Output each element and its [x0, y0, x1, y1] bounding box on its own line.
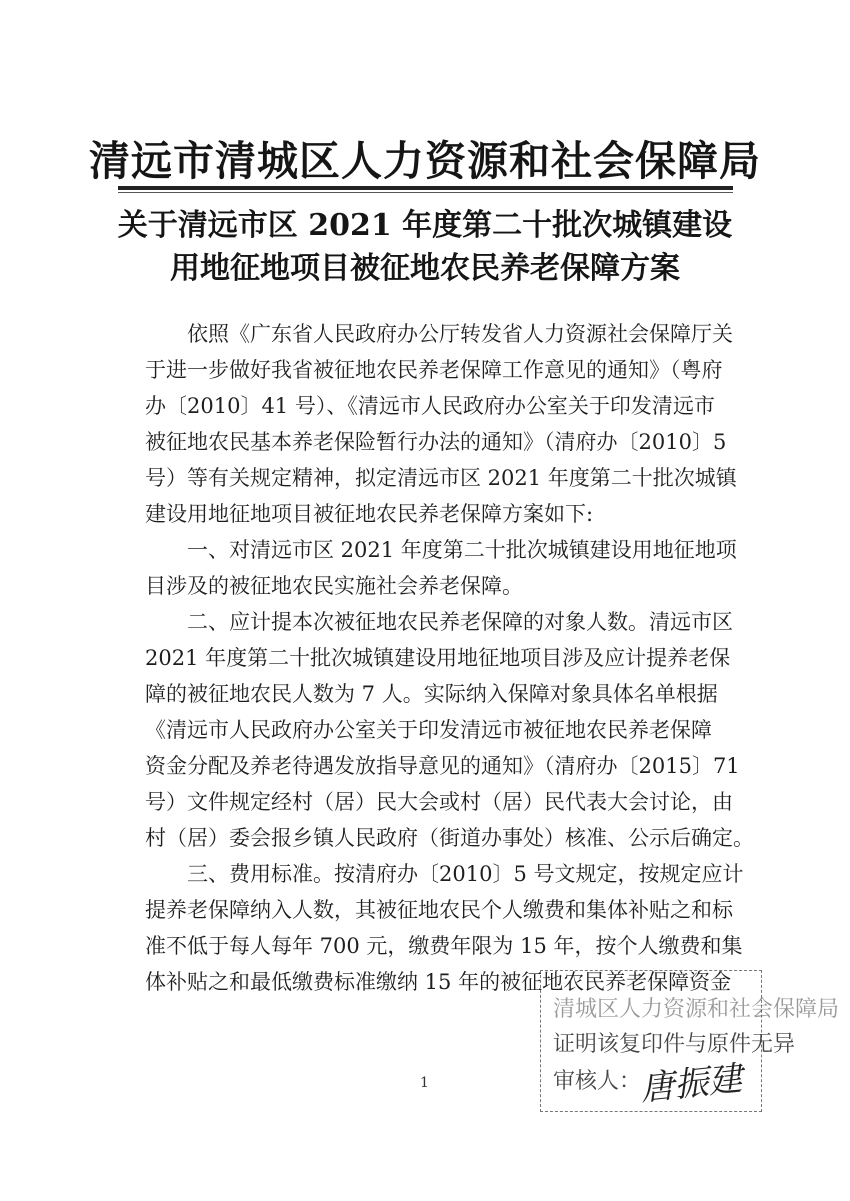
body-line: 建设用地征地项目被征地农民养老保障方案如下: — [145, 502, 594, 526]
body-line: 办〔2010〕41 号）、《清远市人民政府办公室关于印发清远市 — [145, 394, 715, 418]
body-line: 于进一步做好我省被征地农民养老保障工作意见的通知》（粤府 — [145, 358, 723, 382]
header-rule-thick — [118, 186, 733, 190]
agency-name: 清远市清城区人力资源和社会保障局 — [89, 137, 761, 185]
body-line: 被征地农民基本养老保险暂行办法的通知》（清府办〔2010〕5 — [145, 430, 727, 454]
body-line: 号）等有关规定精神，拟定清远市区 2021 年度第二十批次城镇 — [145, 466, 737, 490]
body-line: 资金分配及养老待遇发放指导意见的通知》（清府办〔2015〕71 — [145, 754, 740, 778]
body-line: 《清远市人民政府办公室关于印发清远市被征地农民养老保障 — [145, 718, 712, 742]
body-line: 一、对清远市区 2021 年度第二十批次城镇建设用地征地项 — [145, 538, 737, 562]
stamp-line-agency: 清城区人力资源和社会保障局 — [553, 997, 840, 1022]
body-line: 体补贴之和最低缴费标准缴纳 15 年的被征地农民养老保障资金 — [145, 970, 732, 994]
stamp-line-reviewer: 审核人： — [553, 1069, 642, 1094]
body-line: 村（居）委会报乡镇人民政府（街道办事处）核准、公示后确定。 — [145, 826, 754, 850]
body-line: 提养老保障纳入人数，其被征地农民个人缴费和集体补贴之和标 — [145, 898, 733, 922]
header-rule-thin — [118, 192, 733, 193]
body-line: 目涉及的被征地农民实施社会养老保障。 — [145, 574, 523, 598]
reviewer-signature: 唐振建 — [638, 1058, 745, 1110]
page-number: 1 — [420, 1075, 429, 1091]
stamp-line-certify: 证明该复印件与原件无异 — [553, 1032, 796, 1057]
document-title-line1: 关于清远市区 2021 年度第二十批次城镇建设 — [117, 208, 733, 243]
body-text — [145, 316, 754, 1000]
body-line: 二、应计提本次被征地农民养老保障的对象人数。清远市区 — [145, 610, 733, 634]
body-line: 2021 年度第二十批次城镇建设用地征地项目涉及应计提养老保 — [145, 646, 731, 670]
document-title-line2: 用地征地项目被征地农民养老保障方案 — [170, 251, 680, 286]
body-line: 三、费用标准。按清府办〔2010〕5 号文规定，按规定应计 — [145, 862, 744, 886]
body-line: 依照《广东省人民政府办公厅转发省人力资源社会保障厅关 — [145, 322, 733, 346]
body-line: 障的被征地农民人数为 7 人。实际纳入保障对象具体名单根据 — [145, 682, 718, 706]
body-line: 准不低于每人每年 700 元，缴费年限为 15 年，按个人缴费和集 — [145, 934, 743, 958]
body-line: 号）文件规定经村（居）民大会或村（居）民代表大会讨论，由 — [145, 790, 733, 814]
